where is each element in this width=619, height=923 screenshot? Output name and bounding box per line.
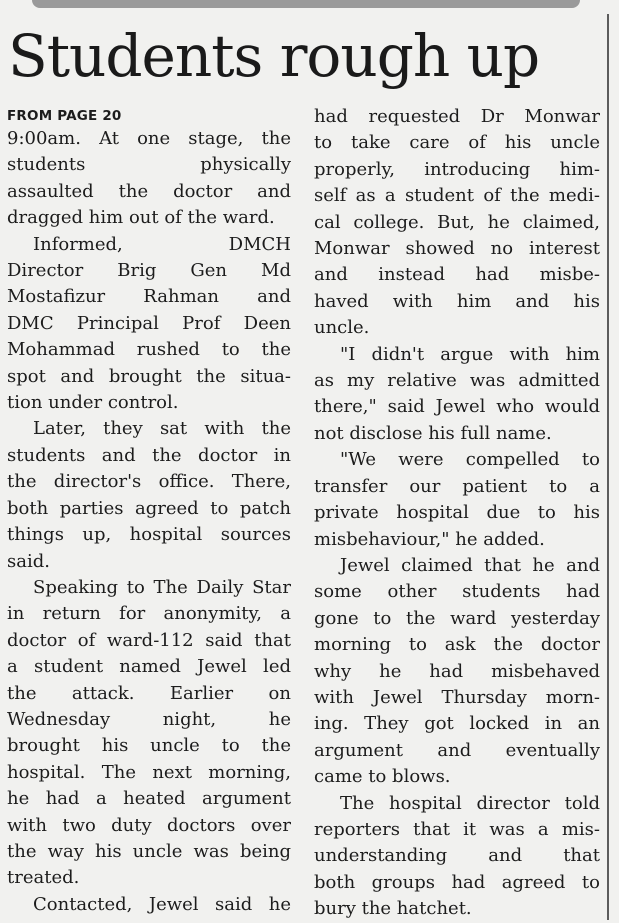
text-line: Mohammad rushed to the: [7, 339, 291, 361]
paragraph: [7, 232, 291, 417]
text-line: uncle.: [314, 317, 370, 339]
paragraph: [7, 416, 291, 574]
text-line: self as a student of the medi-: [314, 185, 600, 207]
text-line: things up, hospital sources: [7, 524, 291, 546]
text-line: 9:00am. At one stage, the: [7, 128, 291, 149]
text-line: in return for anonymity, a: [7, 603, 291, 625]
text-line: the way his uncle was being: [7, 840, 291, 862]
text-line: tion under control.: [7, 392, 179, 414]
paragraph: [314, 104, 600, 342]
text-line: treated.: [7, 867, 80, 889]
text-line: transfer our patient to a: [314, 475, 600, 497]
text-line: Contacted, Jewel said he: [33, 893, 291, 915]
text-line: hospital. The next morning,: [7, 761, 291, 783]
text-line: why he had misbehaved: [314, 660, 600, 682]
text-line: some other students had: [314, 581, 600, 603]
text-line: Speaking to The Daily Star: [33, 576, 291, 598]
right-paragraphs: [314, 104, 600, 923]
paragraph: [314, 791, 600, 923]
text-line: The hospital director told: [340, 792, 600, 814]
paragraph: [7, 126, 291, 232]
paragraph: [7, 575, 291, 892]
text-line: DMC Principal Prof Deen: [7, 312, 291, 334]
text-line: haved with him and his: [314, 290, 600, 312]
paragraph: [7, 892, 291, 918]
text-line: the attack. Earlier on: [7, 682, 291, 704]
text-line: to take care of his uncle: [314, 132, 600, 154]
text-line: cal college. But, he claimed,: [314, 211, 600, 233]
text-line: Wednesday night, he: [7, 708, 291, 730]
top-edge-bar: [32, 0, 580, 8]
text-line: both parties agreed to patch: [7, 497, 291, 519]
text-line: assaulted the doctor and: [7, 180, 291, 202]
paragraph: [314, 447, 600, 553]
text-line: argument and eventually: [314, 739, 600, 761]
text-line: spot and brought the situa-: [7, 365, 291, 387]
text-line: doctor of ward-112 said that: [7, 629, 291, 651]
text-line: came to blows.: [314, 766, 451, 788]
text-line: morning to ask the doctor: [314, 634, 600, 656]
article-column-right: [314, 104, 600, 920]
text-line: Jewel claimed that he and: [340, 554, 600, 576]
text-line: Mostafizur Rahman and: [7, 286, 291, 308]
article-column-left: [7, 104, 291, 920]
column-rule: [607, 14, 609, 920]
text-line: misbehaviour," he added.: [314, 528, 545, 550]
text-line: with two duty doctors over: [7, 814, 291, 836]
text-line: Later, they sat with the: [33, 418, 291, 440]
text-line: "We were compelled to: [340, 449, 600, 471]
text-line: "I didn't argue with him: [340, 343, 600, 365]
headline: Students rough up: [8, 22, 540, 90]
text-line: there," said Jewel who would: [314, 396, 600, 418]
text-line: both groups had agreed to: [314, 871, 600, 893]
text-line: ing. They got locked in an: [314, 713, 600, 735]
text-line: private hospital due to his: [314, 502, 600, 524]
text-line: he had a heated argument: [7, 788, 291, 810]
paragraph: [314, 553, 600, 791]
text-line: brought his uncle to the: [7, 735, 291, 757]
text-line: the director's office. There,: [7, 471, 291, 493]
paragraph: [314, 342, 600, 448]
text-line: Director Brig Gen Md: [7, 260, 291, 282]
left-paragraphs: [7, 126, 291, 918]
text-line: had requested Dr Monwar: [314, 106, 600, 127]
text-line: and instead had misbe-: [314, 264, 600, 286]
text-line: students physically: [7, 154, 291, 176]
text-line: not disclose his full name.: [314, 422, 552, 444]
text-line: Informed, DMCH: [33, 233, 291, 255]
text-line: students and the doctor in: [7, 444, 291, 466]
text-line: gone to the ward yesterday: [314, 607, 600, 629]
text-line: Monwar showed no interest: [314, 238, 600, 260]
text-line: with Jewel Thursday morn-: [314, 686, 600, 708]
text-line: understanding and that: [314, 845, 600, 867]
text-line: said.: [7, 550, 50, 572]
text-line: properly, introducing him-: [314, 158, 600, 180]
text-line: dragged him out of the ward.: [7, 207, 275, 229]
text-line: a student named Jewel led: [7, 656, 291, 678]
text-line: bury the hatchet.: [314, 898, 472, 920]
text-line: as my relative was admitted: [314, 370, 600, 392]
text-line: reporters that it was a mis-: [314, 818, 600, 840]
kicker: FROM PAGE 20: [7, 108, 122, 124]
